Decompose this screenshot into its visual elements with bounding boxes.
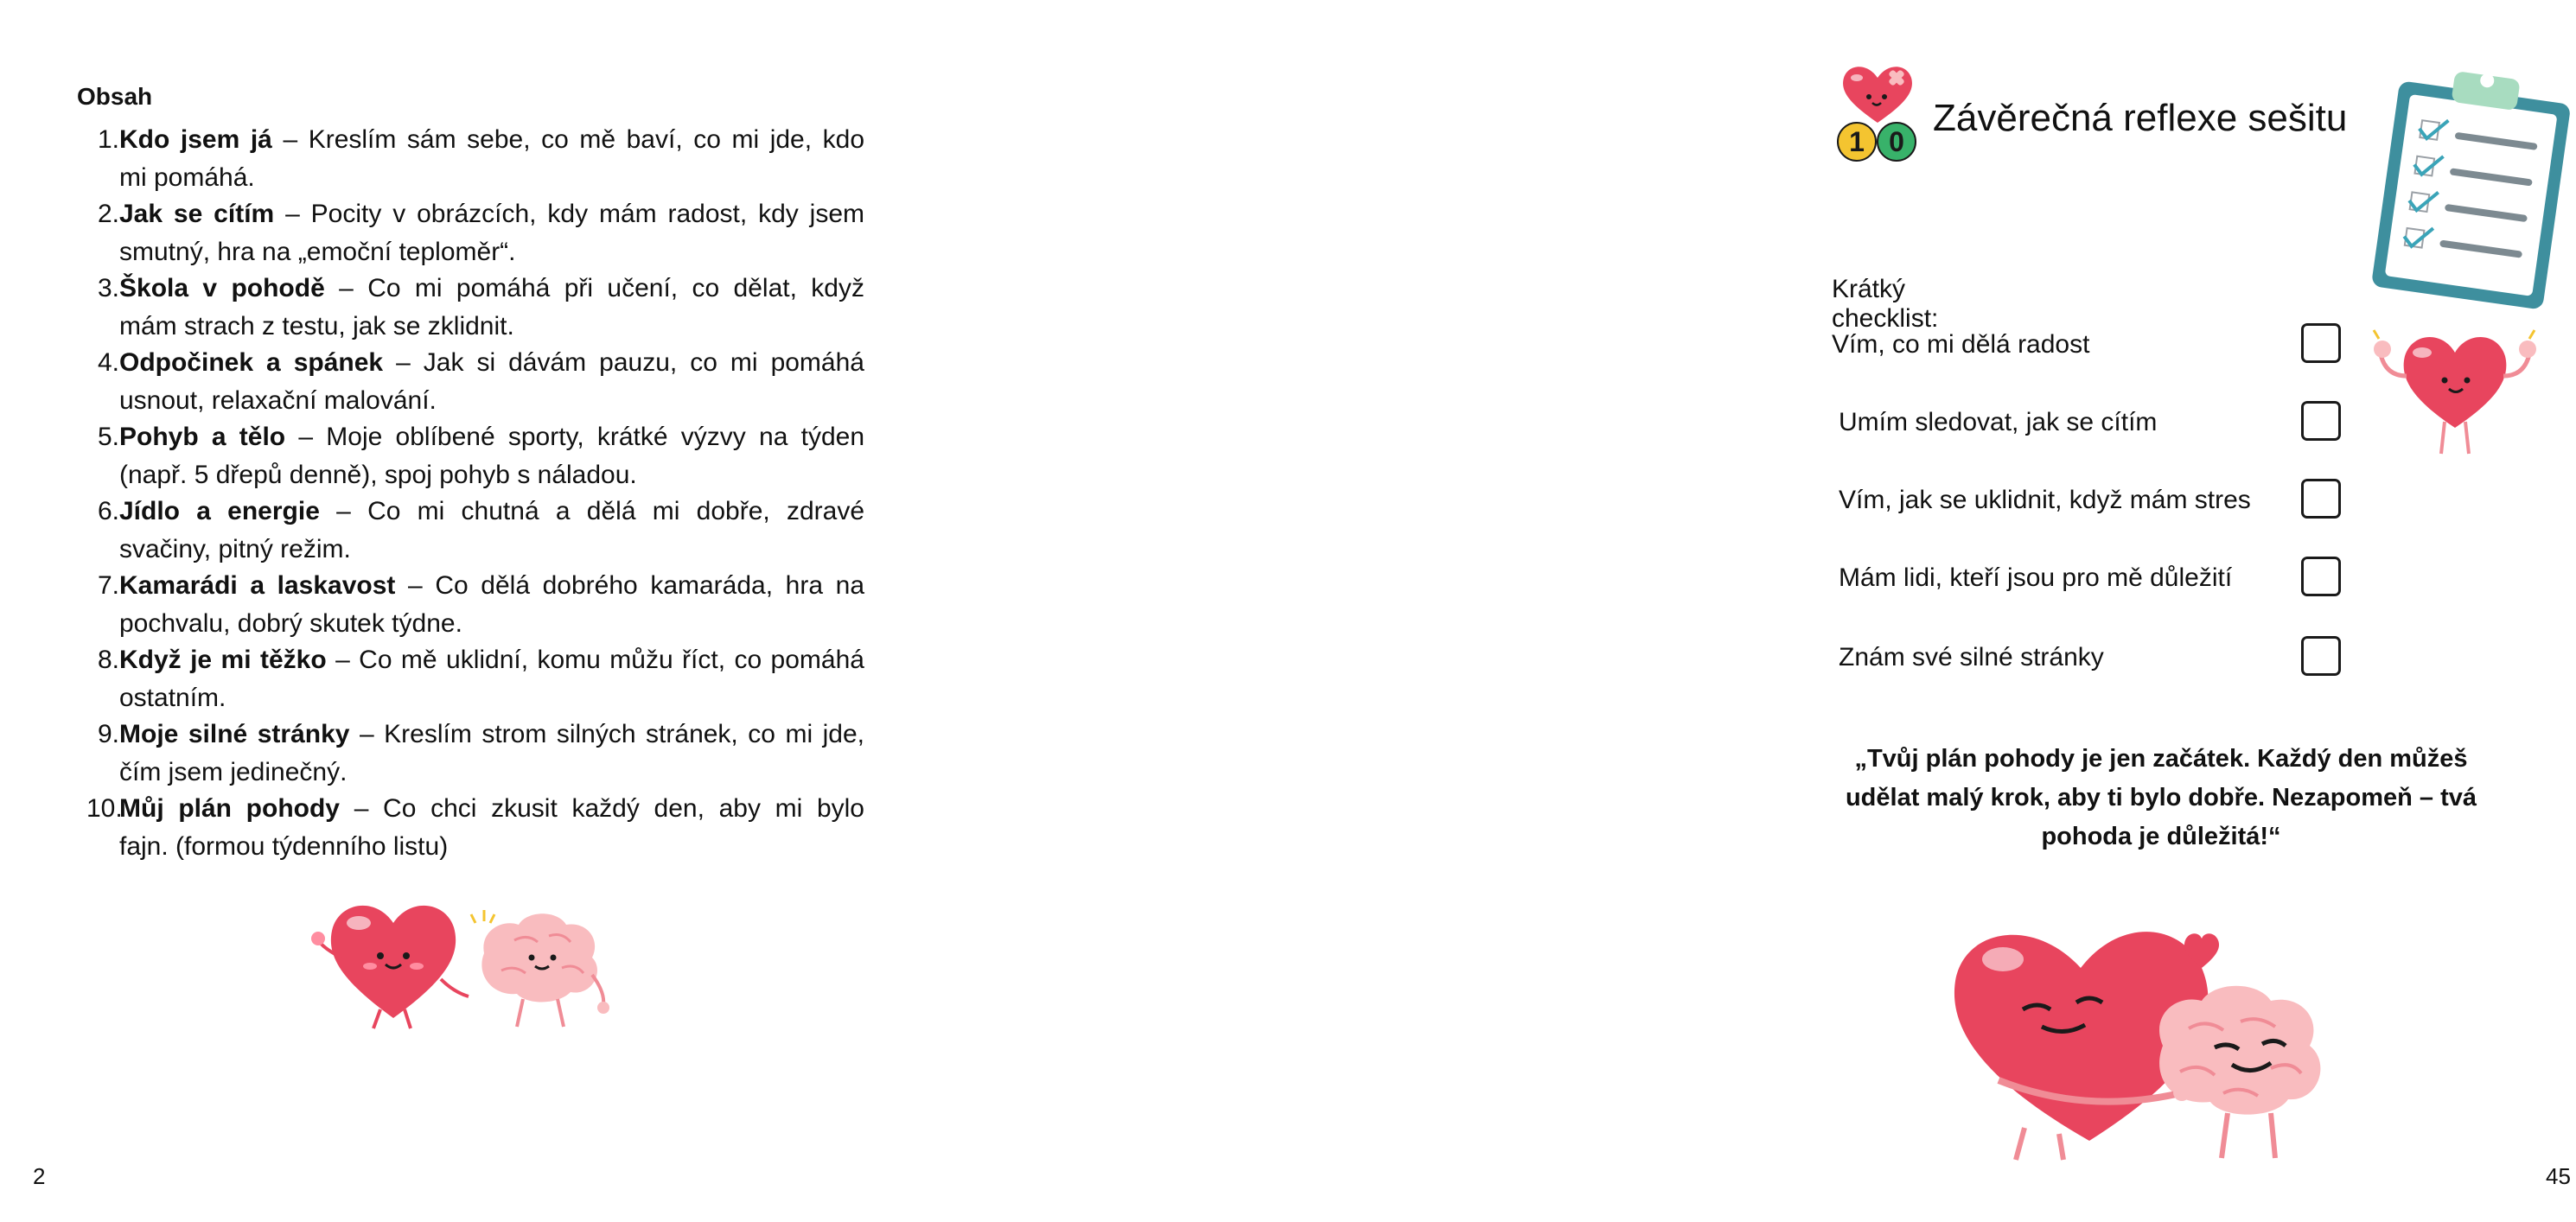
checklist-heading: Krátký checklist: xyxy=(1832,275,1939,333)
checklist-item-label: Vím, jak se uklidnit, když mám stres xyxy=(1839,486,2251,514)
checklist-checkbox[interactable] xyxy=(2301,636,2341,676)
toc-number: 7. xyxy=(97,571,119,600)
toc-title: Kamarádi a laskavost xyxy=(119,571,396,600)
toc-item xyxy=(86,790,864,866)
right-page xyxy=(864,0,2571,1222)
section-title: Závěrečná reflexe sešitu xyxy=(1933,97,2348,139)
toc-description: – Pocity v obrázcích, kdy mám radost, kdy jsem xyxy=(285,200,864,228)
checklist-item-label: Znám své silné stránky xyxy=(1839,643,2104,671)
page-number: 45 xyxy=(2546,1163,2571,1189)
toc-number: 5. xyxy=(97,423,119,451)
toc-item xyxy=(86,716,864,792)
toc-description: pochvalu, dobrý skutek týdne. xyxy=(119,609,462,638)
toc-text xyxy=(119,493,864,569)
toc-number: 6. xyxy=(97,497,119,525)
toc-number: 10. xyxy=(86,794,123,823)
toc-item xyxy=(86,195,864,271)
toc-description: – Co mi chutná a dělá mi dobře, zdravé xyxy=(336,497,864,525)
page-number: 2 xyxy=(33,1163,46,1189)
toc-item xyxy=(86,493,864,569)
toc-title: Odpočinek a spánek xyxy=(119,348,384,377)
checklist-item xyxy=(1832,323,2350,366)
toc-title: Pohyb a tělo xyxy=(119,423,286,451)
toc-number: 2. xyxy=(97,200,119,228)
toc-number: 8. xyxy=(97,646,119,674)
quote-line: pohoda je důležitá!“ xyxy=(2041,823,2281,850)
toc-description: – Jak si dávám pauzu, co mi pomáhá xyxy=(396,348,864,377)
toc-text xyxy=(119,344,864,420)
toc-text xyxy=(119,790,864,866)
toc-description: – Kreslím strom silných stránek, co mi jde, xyxy=(359,720,864,748)
toc-item xyxy=(86,418,864,494)
toc-description: – Co dělá dobrého kamaráda, hra na xyxy=(408,571,865,600)
toc-text xyxy=(119,567,864,643)
toc-text xyxy=(119,641,864,717)
checklist-item xyxy=(1832,401,2350,444)
quote-line: udělat malý krok, aby ti bylo dobře. Nezapomeň – tvá xyxy=(1845,784,2477,811)
toc-item xyxy=(86,270,864,346)
strong-heart-icon xyxy=(2369,311,2541,467)
toc-description: – Co mi pomáhá při učení, co dělat, když xyxy=(339,274,864,302)
toc-title: Jídlo a energie xyxy=(119,497,320,525)
checklist-checkbox[interactable] xyxy=(2301,557,2341,596)
toc-number: 4. xyxy=(97,348,119,377)
heart-icon xyxy=(1831,62,1924,164)
hugging-heart-brain-icon xyxy=(1929,907,2379,1167)
checklist-item-label: Mám lidi, kteří jsou pro mě důležití xyxy=(1839,563,2233,592)
toc-heading: Obsah xyxy=(77,83,153,110)
toc-description: smutný, hra na „emoční teploměr“. xyxy=(119,238,516,266)
quote-line: „Tvůj plán pohody je jen začátek. Každý den můžeš xyxy=(1854,745,2468,773)
toc-title: Škola v pohodě xyxy=(119,274,325,302)
checklist-checkbox[interactable] xyxy=(2301,479,2341,519)
toc-number: 1. xyxy=(97,125,119,154)
checklist-item xyxy=(1832,636,2350,679)
checklist-item-label: Vím, co mi dělá radost xyxy=(1832,330,2090,359)
toc-item xyxy=(86,121,864,197)
checklist-item xyxy=(1832,479,2350,522)
toc-item xyxy=(86,344,864,420)
toc-description: – Kreslím sám sebe, co mě baví, co mi jde, kdo xyxy=(283,125,865,154)
toc-title: Kdo jsem já xyxy=(119,125,272,154)
toc-description: mám strach z testu, jak se zklidnit. xyxy=(119,312,514,341)
checklist-item xyxy=(1832,557,2350,600)
toc-description: (např. 5 dřepů denně), spoj pohyb s náladou. xyxy=(119,461,637,489)
toc-text xyxy=(119,195,864,271)
toc-text xyxy=(119,121,864,197)
toc-title: Moje silné stránky xyxy=(119,720,350,748)
clipboard-checklist-icon xyxy=(2369,66,2576,309)
closing-quote xyxy=(1807,740,2515,856)
toc-item xyxy=(86,567,864,643)
toc-title: Můj plán pohody xyxy=(119,794,340,823)
toc-description: – Co chci zkusit každý den, aby mi bylo xyxy=(354,794,864,823)
toc-description: – Moje oblíbené sporty, krátké výzvy na týden xyxy=(298,423,865,451)
toc-text xyxy=(119,716,864,792)
toc-description: usnout, relaxační malování. xyxy=(119,386,437,415)
toc-description: fajn. (formou týdenního listu) xyxy=(119,832,449,861)
left-page xyxy=(0,0,864,1222)
toc-description: – Co mě uklidní, komu můžu říct, co pomáhá xyxy=(335,646,864,674)
toc-description: mi pomáhá. xyxy=(119,163,255,192)
toc-text xyxy=(119,418,864,494)
heart-brain-friends-icon xyxy=(311,888,631,1035)
checklist-item-label: Umím sledovat, jak se cítím xyxy=(1839,408,2158,436)
toc-title: Jak se cítím xyxy=(119,200,275,228)
toc-number: 3. xyxy=(97,274,119,302)
toc-text xyxy=(119,270,864,346)
badge-digit-2: 0 xyxy=(1889,126,1904,157)
toc-description: ostatním. xyxy=(119,684,226,712)
toc-description: čím jsem jedinečný. xyxy=(119,758,348,786)
toc-item xyxy=(86,641,864,717)
badge-digit-1: 1 xyxy=(1849,126,1865,157)
toc-title: Když je mi těžko xyxy=(119,646,327,674)
checklist-checkbox[interactable] xyxy=(2301,401,2341,441)
toc-description: svačiny, pitný režim. xyxy=(119,535,351,563)
toc-number: 9. xyxy=(97,720,119,748)
checklist-checkbox[interactable] xyxy=(2301,323,2341,363)
